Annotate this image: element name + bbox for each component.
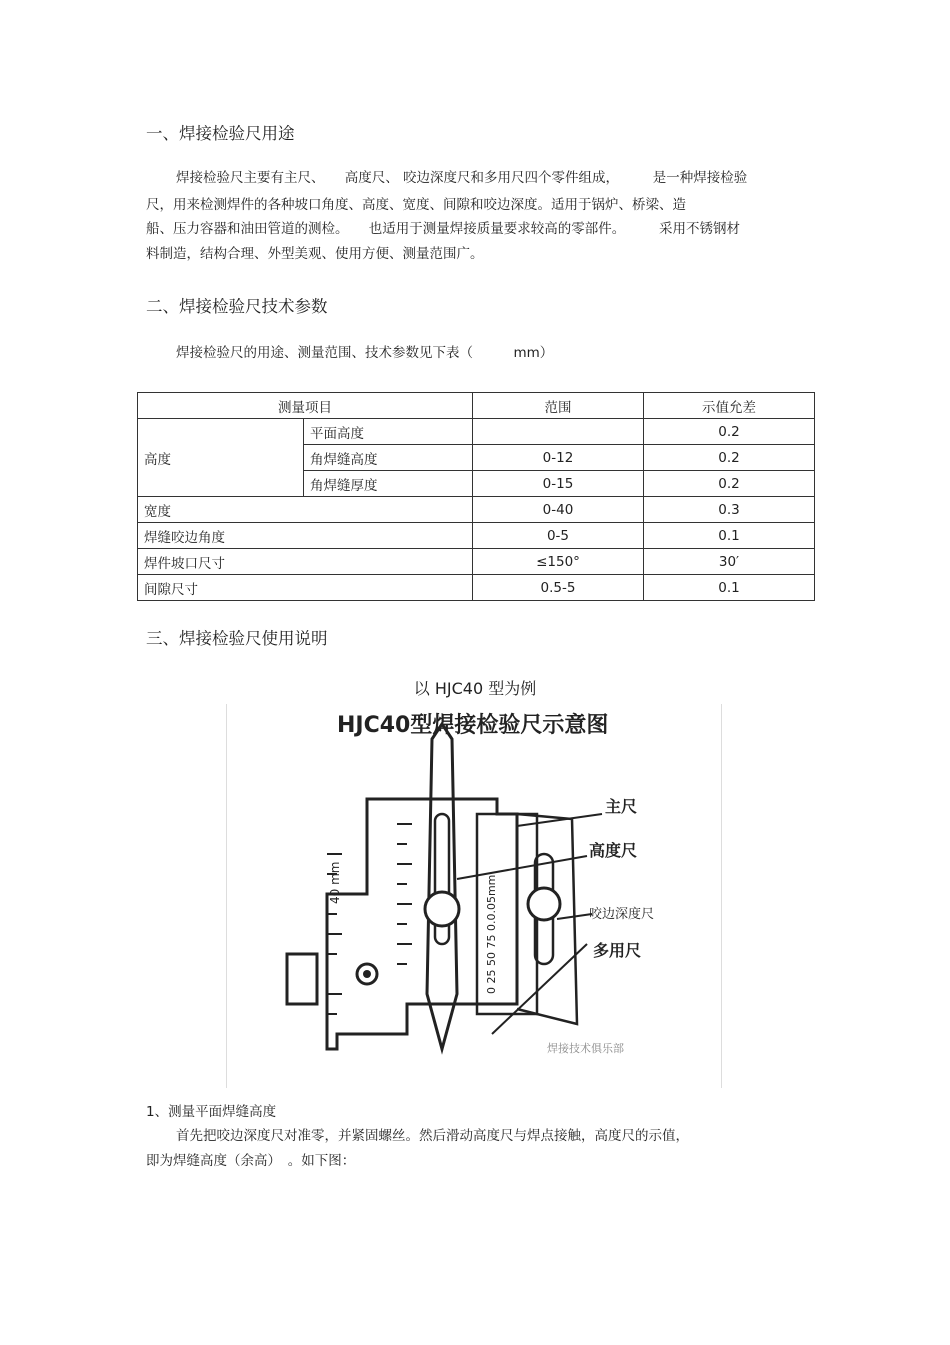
depth-knob-icon (528, 888, 560, 920)
cell-item: 角焊缝厚度 (304, 471, 473, 497)
subsection-1-line-1: 首先把咬边深度尺对准零，并紧固螺丝。然后滑动高度尺与焊点接触，高度尺的示值， (176, 1128, 689, 1144)
table-row (138, 419, 815, 445)
section-1-line-3: 船、压力容器和油田管道的测检。 也适用于测量焊接质量要求较高的零部件。 采用不锈钢材 (146, 221, 740, 237)
cell-item: 平面高度 (304, 419, 473, 445)
cell-item: 焊缝咬边角度 (138, 523, 473, 549)
cell-tolerance: 0.1 (644, 523, 815, 549)
scale-text-left: 40 mm (328, 861, 342, 904)
height-ruler (427, 724, 457, 1049)
cell-range: 0-12 (473, 445, 644, 471)
cell-tolerance: 0.3 (644, 497, 815, 523)
label-multi-ruler: 多用尺 (593, 941, 642, 960)
cell-tolerance: 0.2 (644, 419, 815, 445)
subsection-1-line-2: 即为焊缝高度（余高） 。如下图： (146, 1153, 356, 1169)
figure-title: HJC40型焊接检验尺示意图 (337, 713, 609, 738)
cell-item: 角焊缝高度 (304, 445, 473, 471)
figure-caption: 以 HJC40 型为例 (413, 679, 537, 698)
gauge-diagram (227, 704, 721, 1088)
table-row (138, 575, 815, 601)
header-range: 范围 (473, 393, 644, 419)
section-1-line-1: 焊接检验尺主要有主尺、 高度尺、 咬边深度尺和多用尺四个零件组成， 是一种焊接检验 (176, 170, 748, 186)
cell-range: ≤150° (473, 549, 644, 575)
section-1-line-4: 料制造，结构合理、外型美观、使用方便、测量范围广。 (146, 246, 484, 262)
spec-table (137, 392, 815, 601)
height-knob-icon (425, 892, 459, 926)
header-item: 测量项目 (138, 393, 473, 419)
cell-range: 0-15 (473, 471, 644, 497)
section-2-intro: 焊接检验尺的用途、测量范围、技术参数见下表（ mm） (176, 345, 554, 361)
cell-tolerance: 0.1 (644, 575, 815, 601)
cell-tolerance: 30′ (644, 549, 815, 575)
header-tolerance: 示值允差 (644, 393, 815, 419)
table-header-row (138, 393, 815, 419)
cell-tolerance: 0.2 (644, 471, 815, 497)
table-row (138, 497, 815, 523)
ruler-tab (287, 954, 317, 1004)
leader-lines (457, 814, 602, 1034)
subsection-1-title: 1、测量平面焊缝高度 (146, 1104, 277, 1120)
table-row (138, 523, 815, 549)
cell-tolerance: 0.2 (644, 445, 815, 471)
label-height-ruler: 高度尺 (589, 841, 638, 860)
left-scale (327, 824, 412, 1014)
group-label: 高度 (138, 419, 304, 497)
cell-item: 间隙尺寸 (138, 575, 473, 601)
cell-range: 0-5 (473, 523, 644, 549)
label-main-ruler: 主尺 (605, 797, 638, 816)
pivot-center-icon (363, 970, 371, 978)
cell-item: 焊件坡口尺寸 (138, 549, 473, 575)
label-depth-ruler: 咬边深度尺 (589, 907, 655, 922)
table-row (138, 549, 815, 575)
cell-item: 宽度 (138, 497, 473, 523)
section-2-title: 二、焊接检验尺技术参数 (146, 297, 328, 316)
scale-text-mid: 0 25 50 75 0.0.05mm (485, 874, 498, 994)
figure-watermark: 焊接技术俱乐部 (547, 1042, 624, 1055)
cell-range: 0-40 (473, 497, 644, 523)
section-1-line-2: 尺，用来检测焊件的各种坡口角度、高度、宽度、间隙和咬边深度。适用于锅炉、桥梁、造 (146, 197, 686, 213)
section-1-title: 一、焊接检验尺用途 (146, 124, 295, 143)
cell-range (473, 419, 644, 445)
section-3-title: 三、焊接检验尺使用说明 (146, 629, 328, 648)
gauge-figure (226, 704, 722, 1088)
cell-range: 0.5-5 (473, 575, 644, 601)
